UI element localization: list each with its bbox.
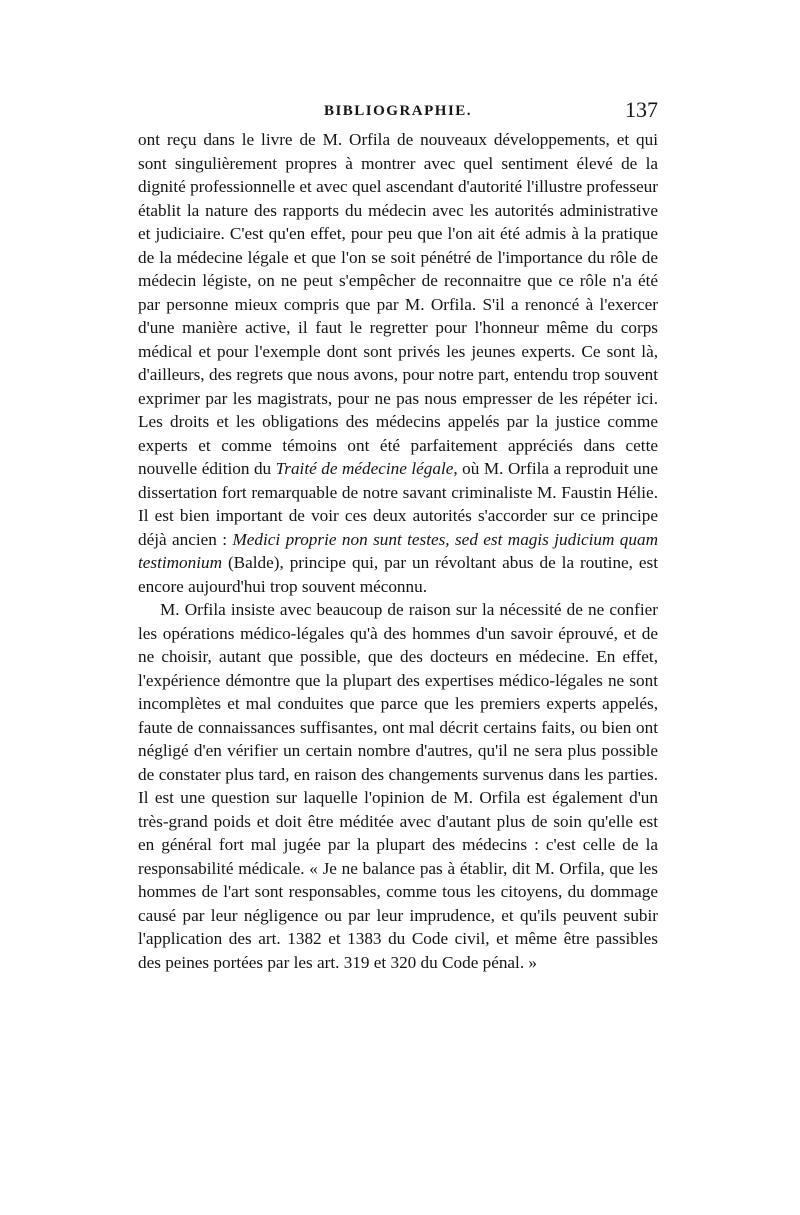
paragraph-2: M. Orfila insiste avec beaucoup de raison sur la nécessité de ne confier les opérations médico-légales qu'à des hommes d'un savoir éprouvé, et de ne choisir, autant que possible, que des docteurs en médecine. En effet, l'expérience démontre que la plupart des expertises médico-légales ne sont incomplètes et mal conduites que parce que les premiers experts appelés, faute de connaissances suffisantes, ont mal décrit certains faits, ou bien ont négligé d'en vérifier un certain nombre d'autres, qu'il ne sera plus possible de constater plus tard, en raison des changements survenus dans les parties. Il est une question sur laquelle l'opinion de M. Orfila est également d'un très-grand poids et doit être méditée avec d'autant plus de soin qu'elle est en général fort mal jugée par la plupart des médecins : c'est celle de la responsabilité médicale. « Je ne balance pas à établir, dit M. Orfila, que les hommes de l'art sont responsables, comme tous les citoyens, du dommage causé par leur négligence ou par leur imprudence, et qu'ils peuvent subir l'application des art. 1382 et 1383 du Code civil, et même être passibles des peines portées par les art. 319 et 320 du Code pénal. » xyxy=(138,600,658,972)
body-text xyxy=(138,128,658,974)
paragraph-1-text-c: (Balde), principe qui, par un révoltant abus de la routine, est encore aujourd'hui trop souvent méconnu. xyxy=(138,553,658,596)
paragraph-1-text-b: , où M. Orfila a reproduit une dissertation fort remarquable de notre savant criminaliste M. Faustin Hélie. Il est bien important de voir ces deux autorités s'accorder sur ce principe déjà ancien : xyxy=(138,459,658,549)
running-header xyxy=(138,99,658,125)
page-number: 137 xyxy=(625,97,658,122)
latin-quote-italic: Medici proprie non sunt testes, sed est magis judicium quam testimonium xyxy=(138,529,658,572)
book-title-italic: Traité de médecine légale xyxy=(275,459,454,478)
running-title: BIBLIOGRAPHIE. xyxy=(323,103,473,119)
paragraph-1 xyxy=(138,128,658,598)
paragraph-1-text-a: ont reçu dans le livre de M. Orfila de nouveaux développements, et qui sont singulièrement propres à montrer avec quel sentiment élevé de la dignité professionnelle et avec quel ascendant d'autorité l'illustre professeur établit la nature des rapports du médecin avec les autorités administrative et judiciaire. C'est qu'en effet, pour peu que l'on ait été admis à la pratique de la médecine légale et que l'on se soit pénétré de l'importance du rôle de médecin légiste, on ne peut s'empêcher de reconnaitre que ce rôle n'a été par personne mieux compris que par M. Orfila. S'il a renoncé à l'exercer d'une manière active, il faut le regretter pour l'honneur même du corps médical et pour l'exemple dont sont privés les jeunes experts. Ce sont là, d'ailleurs, des regrets que nous avons, pour notre part, entendu trop souvent exprimer par les magistrats, pour ne pas nous empresser de les répéter ici. Les droits et les obligations des médecins appelés par la justice comme experts et comme témoins ont été parfaitement appréciés dans cette nouvelle édition du xyxy=(138,130,658,478)
